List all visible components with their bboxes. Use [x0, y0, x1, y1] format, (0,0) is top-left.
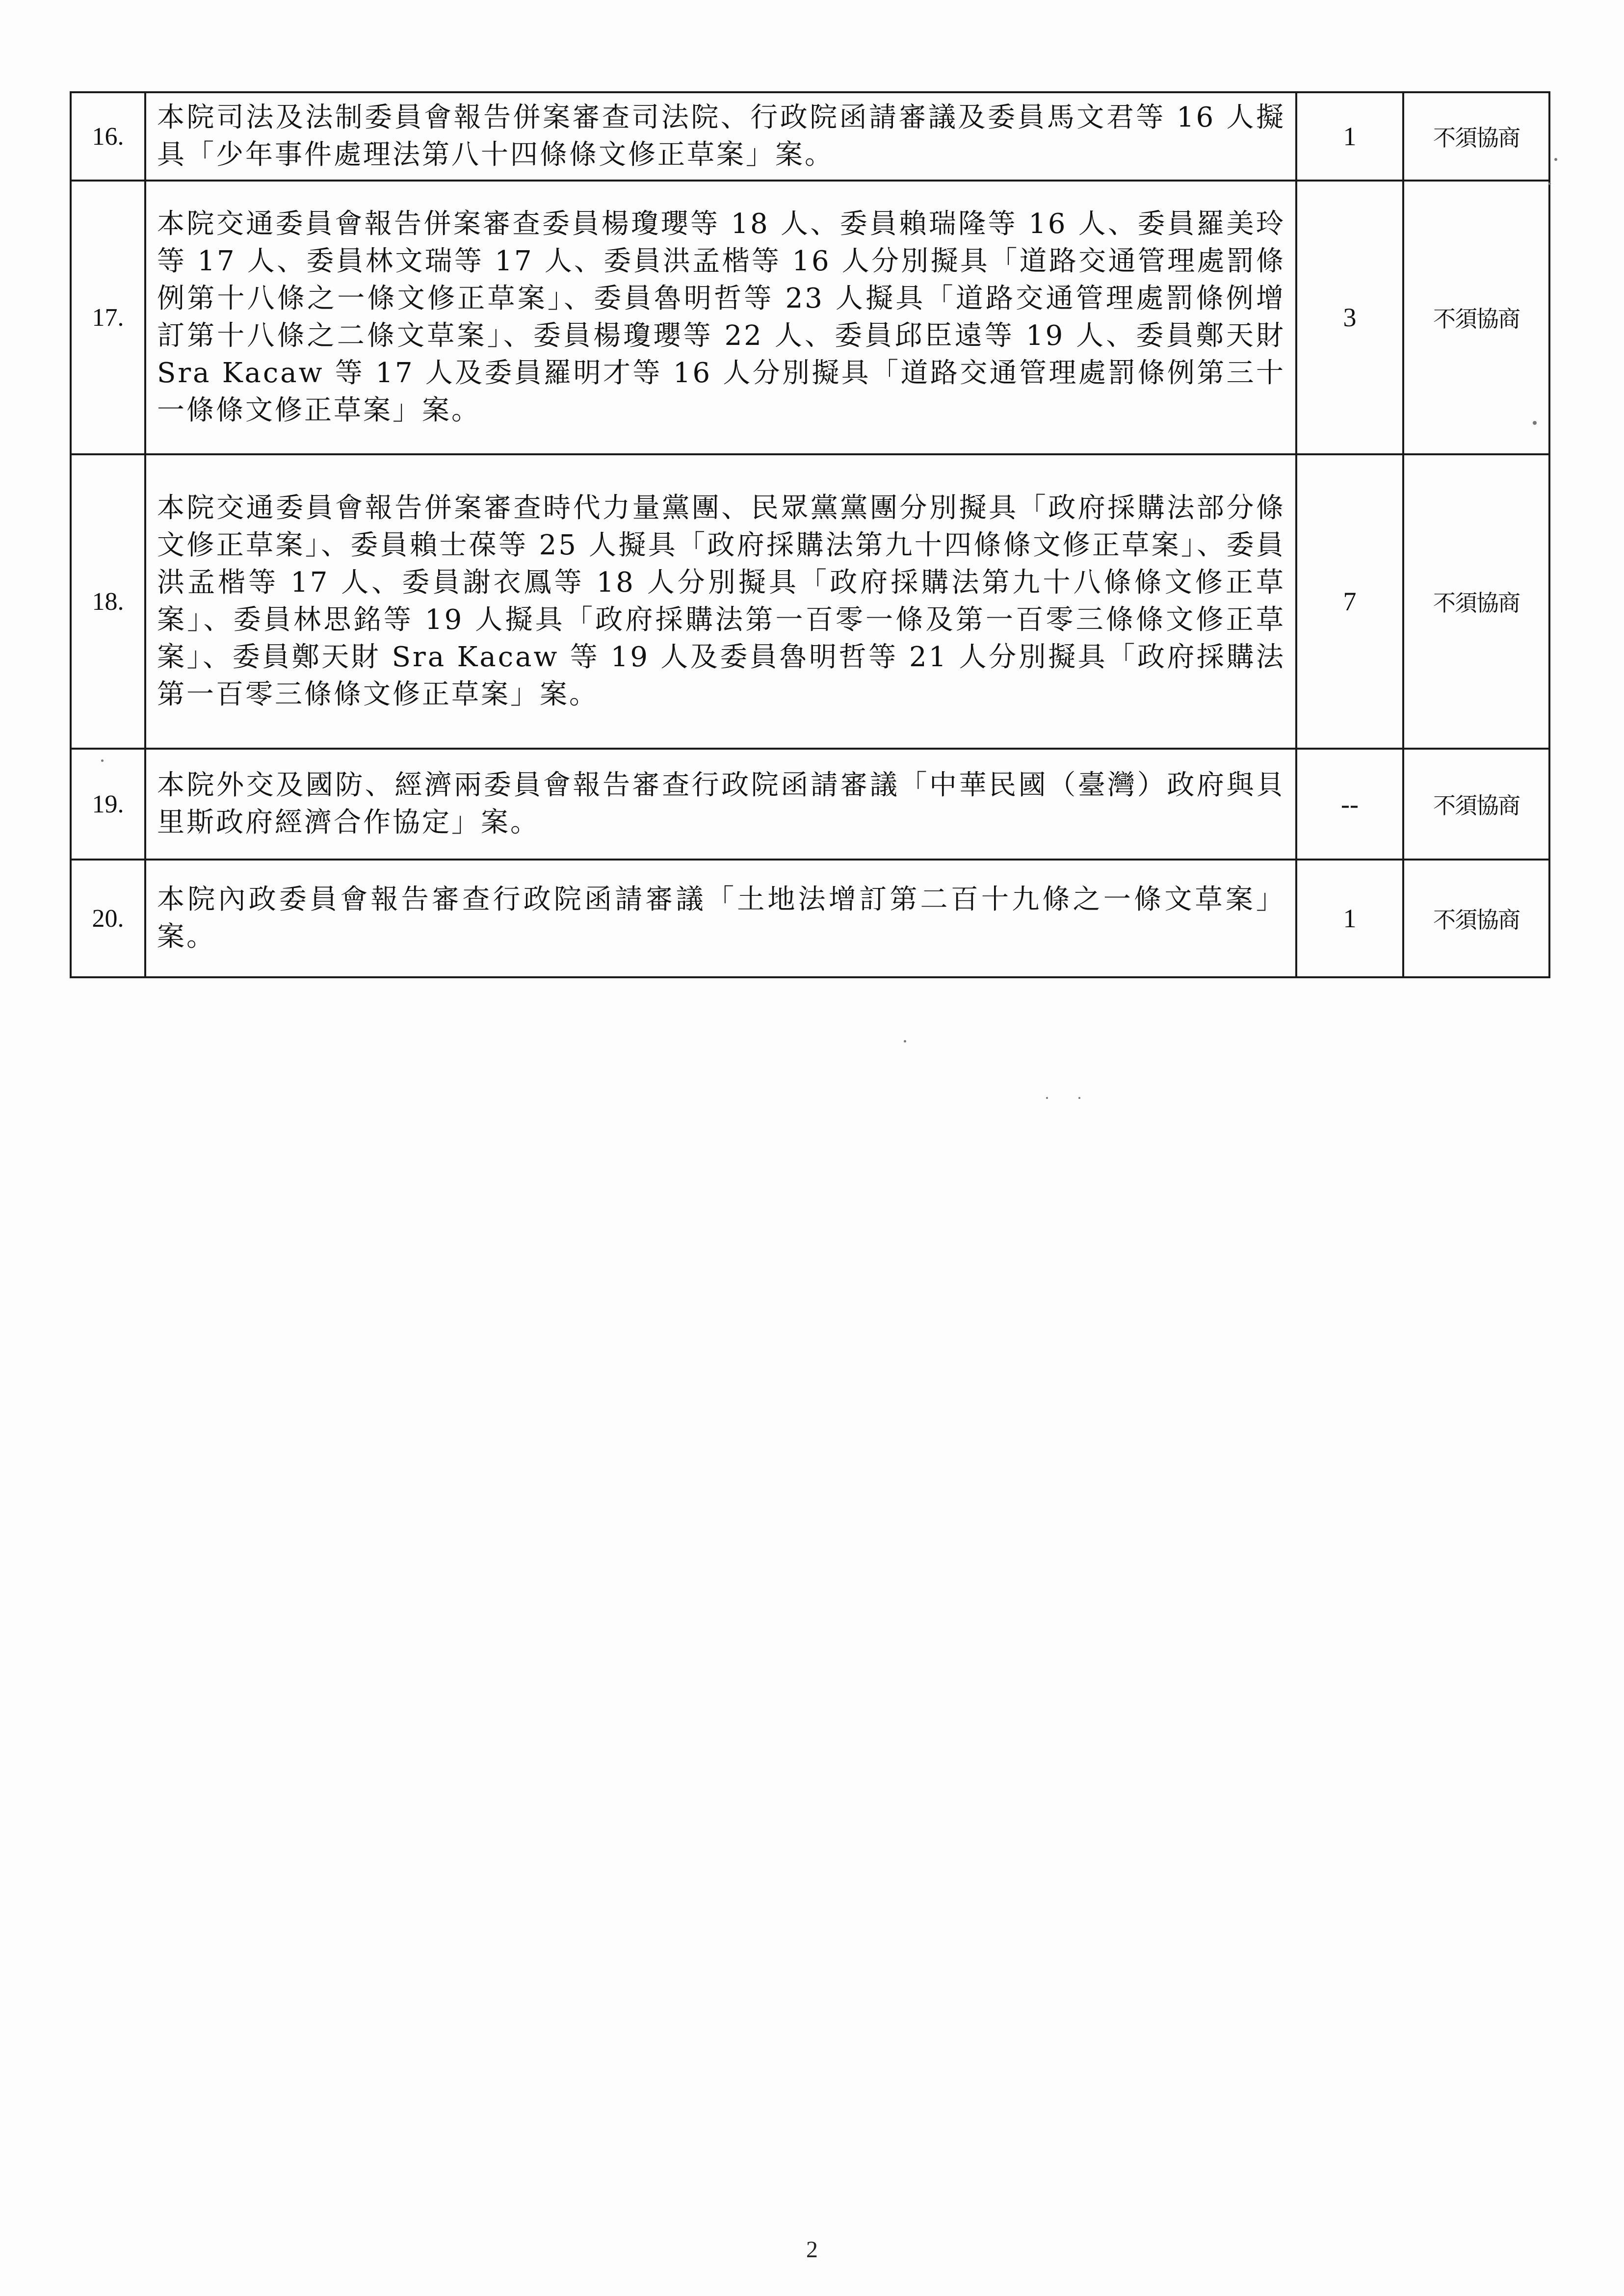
negotiation-status: 不須協商 [1403, 454, 1549, 749]
item-number: 18. [71, 454, 145, 749]
negotiation-status: 不須協商 [1403, 181, 1549, 454]
item-count: 7 [1296, 454, 1403, 749]
item-number: 16. [71, 92, 145, 181]
negotiation-status: 不須協商 [1403, 860, 1549, 977]
scan-speck [101, 759, 104, 762]
item-description: 本院交通委員會報告併案審查委員楊瓊瓔等 18 人、委員賴瑞隆等 16 人、委員羅美玲等 17 人、委員林文瑞等 17 人、委員洪孟楷等 16 人分別擬具「道路交通管理處罰條例第十八條之一條文修正草案」、委員魯明哲等 23 人擬具「道路交通管理處罰條例增訂第十八條之二條文草案」、委員楊瓊瓔等 22 人、委員邱臣遠等 19 人、委員鄭天財 Sra Kacaw 等 17 人及委員羅明才等 16 人分別擬具「道路交通管理處罰條例第三十一條條文修正草案」案。 [145, 181, 1296, 454]
scan-speck [1078, 1097, 1080, 1099]
item-description: 本院司法及法制委員會報告併案審查司法院、行政院函請審議及委員馬文君等 16 人擬具「少年事件處理法第八十四條條文修正草案」案。 [145, 92, 1296, 181]
item-number: 17. [71, 181, 145, 454]
item-description: 本院內政委員會報告審查行政院函請審議「土地法增訂第二百十九條之一條文草案」案。 [145, 860, 1296, 977]
item-number: 19. [71, 749, 145, 860]
negotiation-status: 不須協商 [1403, 749, 1549, 860]
table-row [71, 181, 1549, 454]
table-row [71, 92, 1549, 181]
scan-speck [1554, 158, 1557, 161]
item-count: 1 [1296, 860, 1403, 977]
item-number: 20. [71, 860, 145, 977]
item-description: 本院交通委員會報告併案審查時代力量黨團、民眾黨黨團分別擬具「政府採購法部分條文修正草案」、委員賴士葆等 25 人擬具「政府採購法第九十四條條文修正草案」、委員洪孟楷等 17 人、委員謝衣鳳等 18 人分別擬具「政府採購法第九十八條條文修正草案」、委員林思銘等 19 人擬具「政府採購法第一百零一條及第一百零三條條文修正草案」、委員鄭天財 Sra Kacaw 等 19 人及委員魯明哲等 21 人分別擬具「政府採購法第一百零三條條文修正草案」案。 [145, 454, 1296, 749]
scan-speck [1046, 1097, 1048, 1099]
page-number: 2 [806, 2237, 818, 2263]
table-row [71, 860, 1549, 977]
item-description: 本院外交及國防、經濟兩委員會報告審查行政院函請審議「中華民國（臺灣）政府與貝里斯政府經濟合作協定」案。 [145, 749, 1296, 860]
negotiation-status: 不須協商 [1403, 92, 1549, 181]
scan-speck [1548, 183, 1551, 185]
item-count: 3 [1296, 181, 1403, 454]
table-row [71, 454, 1549, 749]
scan-speck [1533, 421, 1537, 425]
item-count: 1 [1296, 92, 1403, 181]
table-row [71, 749, 1549, 860]
scan-speck [904, 1040, 906, 1043]
agenda-table [70, 91, 1550, 978]
item-count: -- [1296, 749, 1403, 860]
